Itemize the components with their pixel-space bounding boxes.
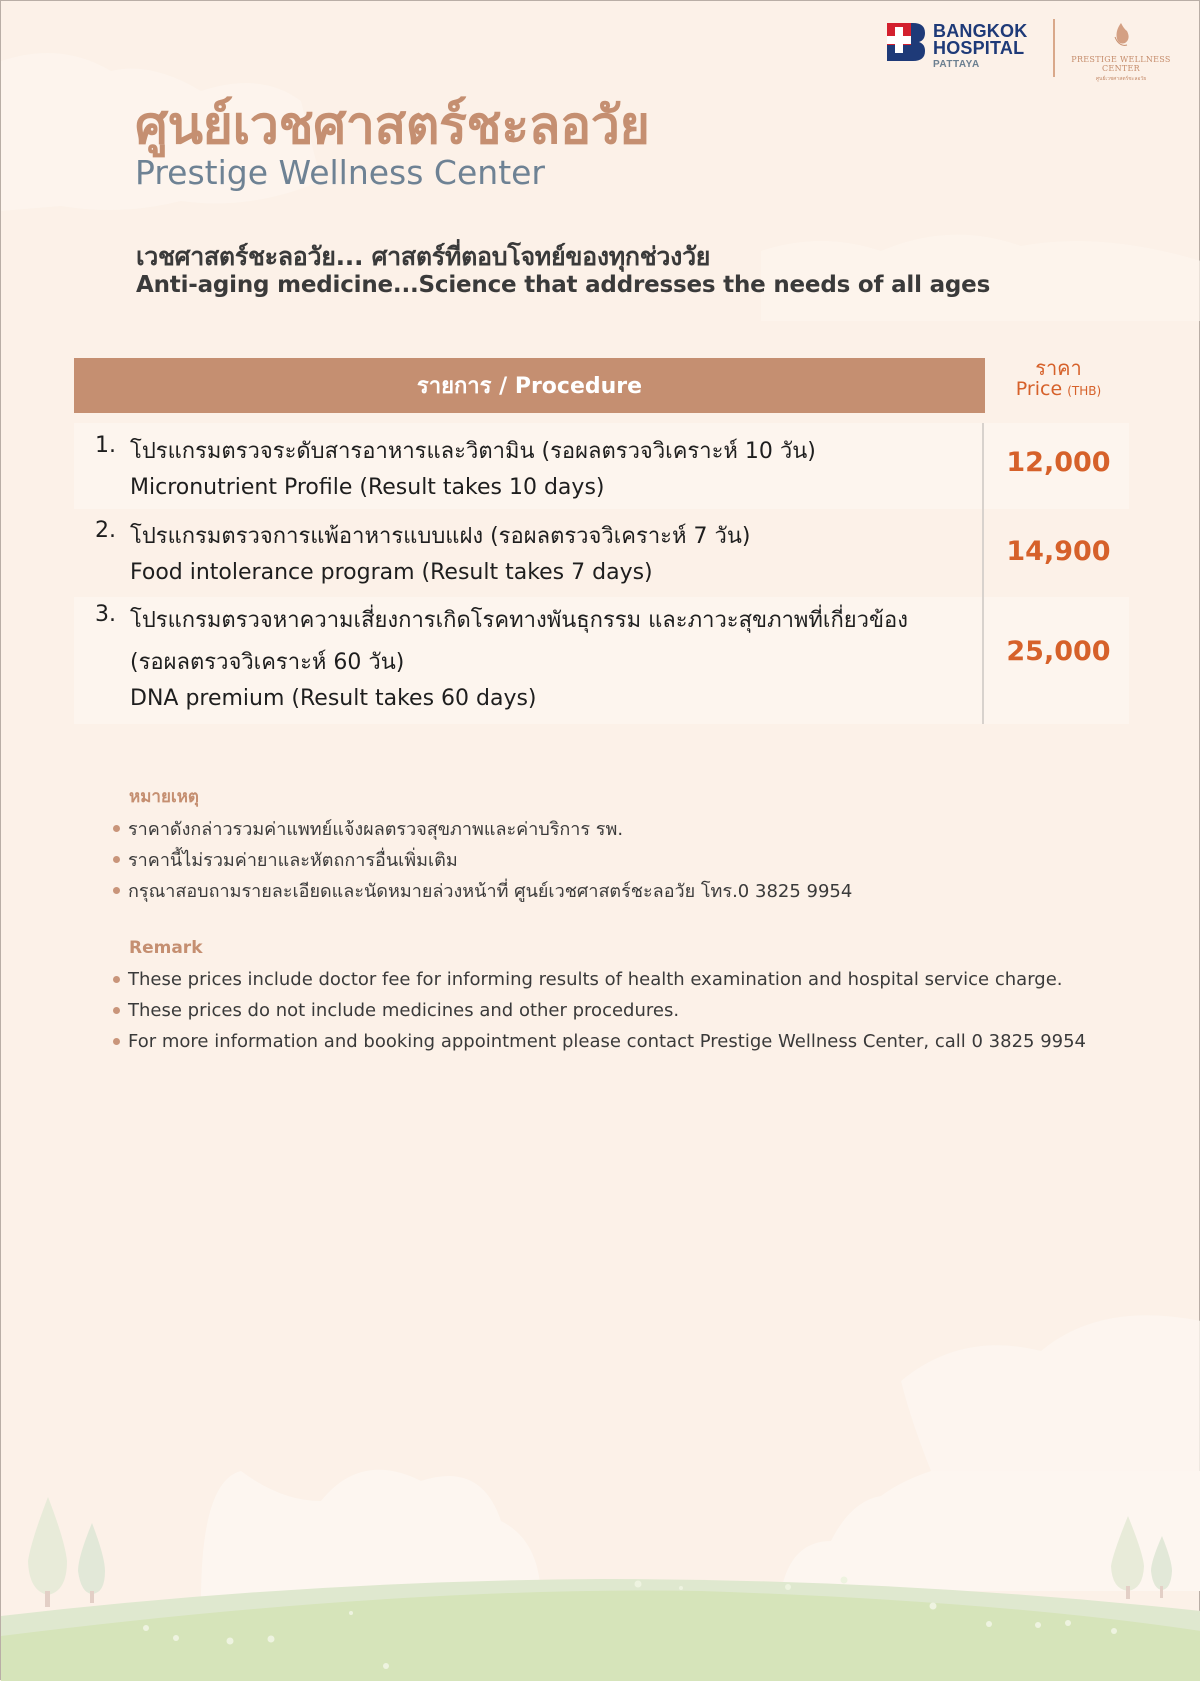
- page-title-english: Prestige Wellness Center: [135, 153, 546, 192]
- note-item: These prices do not include medicines and other procedures.: [113, 1000, 679, 1021]
- procedure-name-thai: โปรแกรมตรวจหาความเสี่ยงการเกิดโรคทางพันธุกรรม และภาวะสุขภาพที่เกี่ยวข้อง: [130, 608, 909, 633]
- procedure-price: 12,000: [1006, 447, 1111, 478]
- hospital-location: PATTAYA: [933, 59, 980, 70]
- center-logo-name: PRESTIGE WELLNESS CENTER: [1071, 55, 1171, 73]
- tagline-thai: เวชศาสตร์ชะลอวัย... ศาสตร์ที่ตอบโจทย์ของทุกช่วงวัย: [136, 242, 711, 271]
- bullet-icon: [113, 1038, 120, 1045]
- procedure-name-english: DNA premium (Result takes 60 days): [130, 686, 537, 711]
- note-item: ราคาดังกล่าวรวมค่าแพทย์แจ้งผลตรวจสุขภาพและค่าบริการ รพ.: [113, 814, 623, 843]
- bullet-icon: [113, 1007, 120, 1014]
- procedure-name-thai-cont: (รอผลตรวจวิเคราะห์ 60 วัน): [130, 650, 405, 675]
- tagline-english: Anti-aging medicine...Science that addresses the needs of all ages: [136, 272, 991, 298]
- procedure-number: 1.: [95, 433, 116, 458]
- cloud-shape: [901, 1315, 1200, 1471]
- procedure-name-english: Food intolerance program (Result takes 7 days): [130, 560, 653, 585]
- procedure-number: 2.: [95, 518, 116, 543]
- prestige-wellness-logo: [1061, 21, 1181, 83]
- bullet-icon: [113, 856, 120, 863]
- procedure-header-label: รายการ / Procedure: [416, 374, 643, 399]
- notes-heading-thai: หมายเหตุ: [129, 787, 199, 807]
- bullet-icon: [113, 825, 120, 832]
- procedure-number: 3.: [95, 602, 116, 627]
- column-divider: [982, 423, 984, 724]
- price-header-english: Price: [1015, 378, 1063, 400]
- procedure-name-thai: โปรแกรมตรวจการแพ้อาหารแบบแฝง (รอผลตรวจวิเคราะห์ 7 วัน): [130, 524, 751, 549]
- bangkok-hospital-logo: [887, 23, 1027, 70]
- hospital-name-line2: HOSPITAL: [933, 38, 1025, 58]
- note-item: กรุณาสอบถามรายละเอียดและนัดหมายล่วงหน้าที่ ศูนย์เวชศาสตร์ชะลอวัย โทร.0 3825 9954: [113, 876, 852, 905]
- page-title-thai: ศูนย์เวชศาสตร์ชะลอวัย: [135, 96, 650, 156]
- note-item: For more information and booking appointment please contact Prestige Wellness Center, call 0 3825 9954: [113, 1031, 1086, 1052]
- note-item: These prices include doctor fee for informing results of health examination and hospital service charge.: [113, 969, 1063, 990]
- procedure-column-header: [74, 358, 985, 413]
- bullet-icon: [113, 976, 120, 983]
- procedure-name-thai: โปรแกรมตรวจระดับสารอาหารและวิตามิน (รอผลตรวจวิเคราะห์ 10 วัน): [130, 439, 816, 464]
- procedure-name-english: Micronutrient Profile (Result takes 10 days): [130, 475, 605, 500]
- note-item: ราคานี้ไม่รวมค่ายาและหัตถการอื่นเพิ่มเติม: [113, 845, 458, 874]
- center-logo-sub: ศูนย์เวชศาสตร์ชะลอวัย: [1095, 76, 1147, 82]
- leaf-icon: [1109, 21, 1133, 49]
- procedure-price: 14,900: [1006, 536, 1111, 567]
- price-header-unit: (THB): [1067, 384, 1102, 398]
- price-column-header: [991, 357, 1126, 400]
- bullet-icon: [113, 887, 120, 894]
- bangkok-hospital-mark-icon: [887, 23, 925, 61]
- hospital-name-line1: BANGKOK: [933, 21, 1028, 41]
- price-header-thai: ราคา: [1035, 356, 1082, 380]
- procedure-price: 25,000: [1006, 636, 1111, 667]
- notes-heading-english: Remark: [129, 938, 203, 958]
- tree-icon: [28, 1497, 105, 1607]
- logo-divider: [1053, 19, 1055, 77]
